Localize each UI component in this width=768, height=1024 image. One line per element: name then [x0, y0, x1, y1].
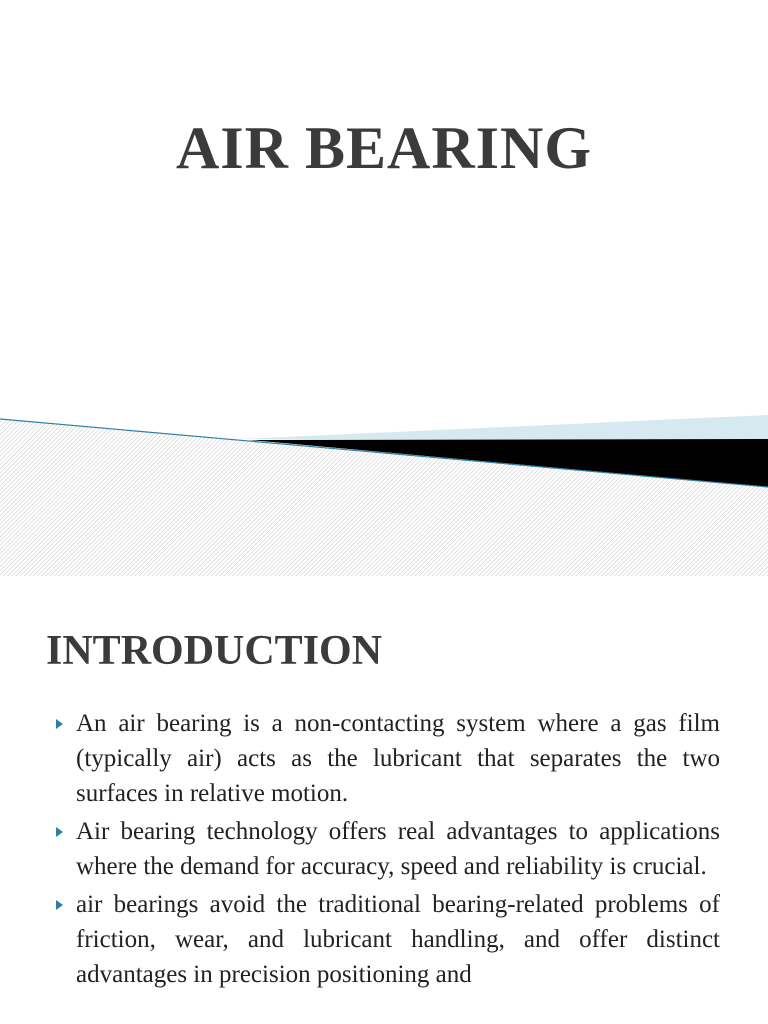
triangle-bullet-icon — [56, 719, 63, 729]
bullet-text: An air bearing is a non-contacting system where a gas film (typically air) acts as the lubricant that separates the two surfaces in relative motion. — [76, 710, 720, 807]
triangle-bullet-icon — [56, 900, 63, 910]
bullet-text: Air bearing technology offers real advantages to applications where the demand for accuracy, speed and reliability is crucial. — [76, 818, 720, 880]
decorative-band — [0, 405, 768, 576]
light-blue-wedge — [240, 415, 768, 439]
list-item — [52, 814, 720, 884]
slide-title: AIR BEARING — [175, 115, 593, 181]
list-item — [52, 706, 720, 811]
bullet-text: air bearings avoid the traditional bearing-related problems of friction, wear, and lubricant handling, and offer distinct advantages in precision positioning and — [76, 891, 720, 988]
introduction-slide — [0, 576, 768, 1024]
bullet-list — [52, 706, 720, 995]
list-item — [52, 887, 720, 992]
triangle-bullet-icon — [56, 827, 63, 837]
section-heading: INTRODUCTION — [46, 628, 383, 674]
